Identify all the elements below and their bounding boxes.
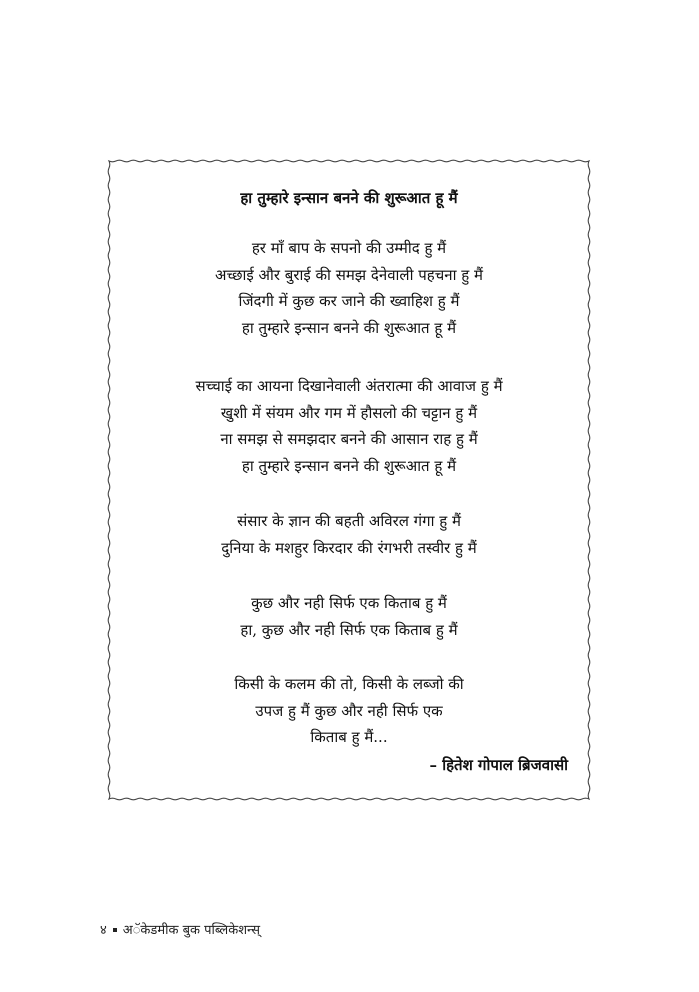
poem-line: खुशी में संयम और गम में हौसलो की चट्टान हु मैं — [220, 403, 478, 422]
poem-line: जिंदगी में कुछ कर जाने की ख्वाहिश हु मैं — [238, 292, 460, 311]
stanza-4 — [106, 590, 592, 643]
poem-line: किसी के कलम की तो, किसी के लब्जो की — [234, 675, 464, 693]
stanza-5 — [106, 671, 592, 751]
page-number: ४ — [100, 923, 107, 938]
bullet-separator — [113, 928, 117, 932]
poem-line: सच्चाई का आयना दिखानेवाली अंतरात्मा की आवाज हु मैं — [195, 377, 503, 395]
poem-line: अच्छाई और बुराई की समझ देनेवाली पहचना हु मैं — [215, 265, 483, 284]
stanza-2 — [106, 373, 592, 480]
page-footer — [100, 922, 260, 940]
poem-line: संसार के ज्ञान की बहती अविरल गंगा हु मैं — [237, 512, 461, 530]
poem-author: – हितेश गोपाल ब्रिजवासी — [429, 756, 568, 774]
poem-line: हा तुम्हारे इन्सान बनने की शुरूआत हू मैं — [241, 457, 457, 476]
publisher-name: अॅकेडमीक बुक पब्लिकेशन्स् — [122, 923, 261, 938]
stanza-3 — [106, 508, 592, 561]
stanza-1 — [106, 235, 592, 342]
poem-line: हर माँ बाप के सपनो की उम्मीद हु मैं — [251, 239, 447, 257]
poem-line: उपज हु मैं कुछ और नही सिर्फ एक — [255, 701, 443, 720]
poem-frame — [106, 158, 592, 802]
poem-line: ना समझ से समझदार बनने की आसान राह हु मैं — [220, 430, 478, 449]
poem-line: हा तुम्हारे इन्सान बनने की शुरूआत हू मैं — [241, 319, 457, 338]
poem-line: किताब हु मैं... — [310, 728, 388, 747]
poem-line: हा, कुछ और नही सिर्फ एक किताब हु मैं — [240, 620, 458, 639]
poem-line: दुनिया के मशहुर किरदार की रंगभरी तस्वीर हु मैं — [221, 538, 477, 557]
poem-line: कुछ और नही सिर्फ एक किताब हु मैं — [251, 594, 447, 612]
poem-title: हा तुम्हारे इन्सान बनने की शुरूआत हू मैं — [240, 189, 458, 207]
